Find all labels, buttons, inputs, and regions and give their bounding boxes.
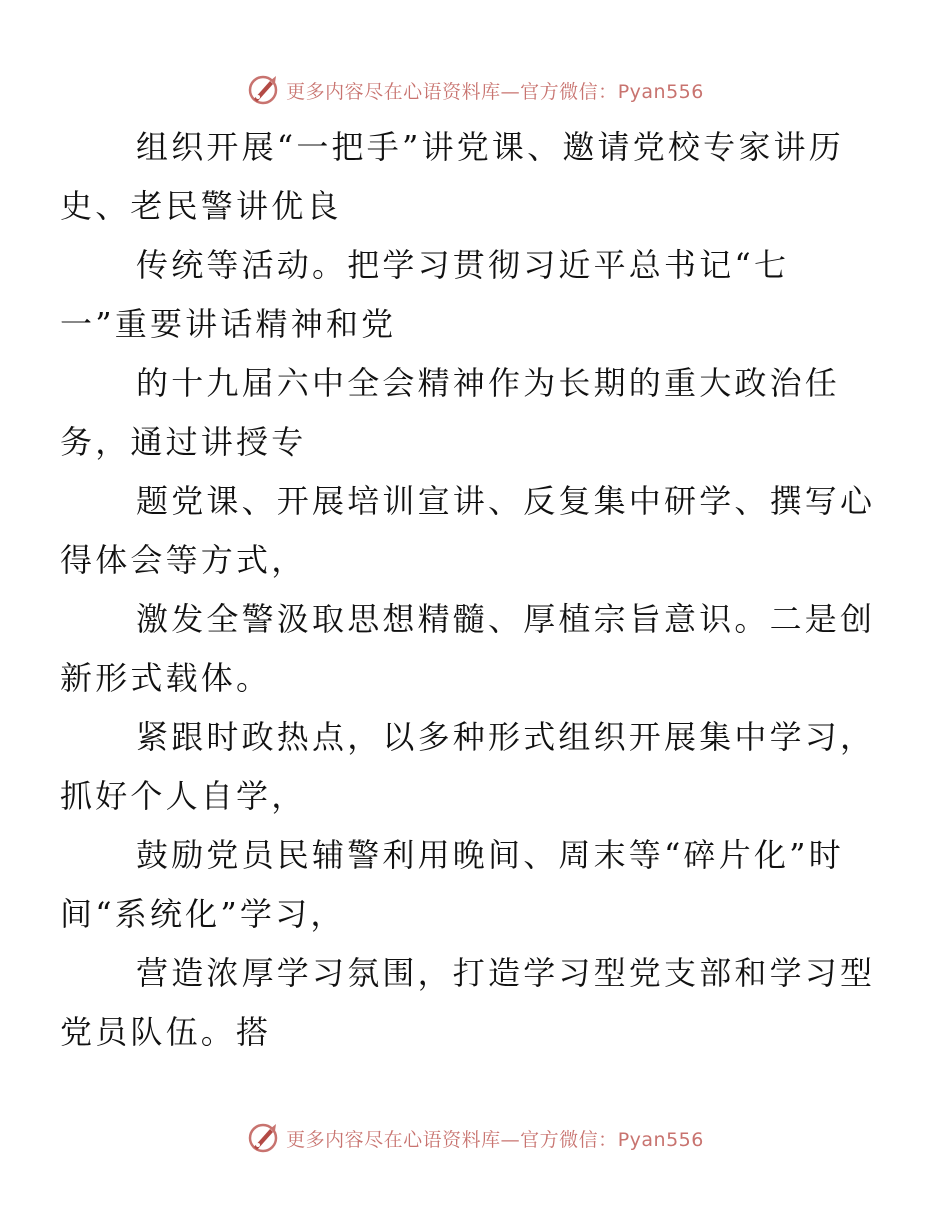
paragraph [60, 708, 876, 826]
paragraph-line: 新形式载体。 [60, 659, 272, 697]
paragraph [60, 826, 858, 944]
paragraph-line: 激发全警汲取思想精髓、厚植宗旨意识。二是创 [136, 600, 876, 638]
quill-pen-logo-icon [246, 1121, 280, 1155]
paragraph [60, 118, 858, 236]
header-watermark [0, 70, 950, 110]
paragraph-line: 传统等活动。把学习贯彻习近平总书记“七 [136, 246, 790, 284]
paragraph-line: 组织开展“一把手”讲党课、邀请党校专家讲历 [136, 128, 844, 166]
paragraph-line: 题党课、开展培训宣讲、反复集中研学、撰写心 [136, 482, 876, 520]
paragraph-line: 一”重要讲话精神和党 [60, 305, 397, 343]
watermark-dash: — [500, 1128, 521, 1151]
paragraph [60, 590, 876, 708]
paragraph-line: 得体会等方式， [60, 541, 307, 579]
watermark-wechat-id: Pyan556 [617, 1128, 704, 1151]
paragraph-line: 的十九届六中全会精神作为长期的重大政治任 [136, 364, 841, 402]
watermark-dash: — [500, 80, 521, 103]
paragraph-line: 鼓励党员民辅警利用晚间、周末等“碎片化”时 [136, 836, 844, 874]
watermark-text [286, 77, 704, 104]
watermark-wechat-id: Pyan556 [617, 80, 704, 103]
watermark-site-text: 更多内容尽在心语资料库 [286, 80, 501, 103]
paragraph-line: 间“系统化”学习， [60, 895, 346, 933]
paragraph [60, 944, 876, 1062]
document-body [60, 118, 876, 1062]
paragraph-line: 抓好个人自学， [60, 777, 307, 815]
watermark-wechat-label: 官方微信： [520, 1128, 618, 1151]
paragraph [60, 236, 858, 354]
watermark-site-text: 更多内容尽在心语资料库 [286, 1128, 501, 1151]
quill-pen-logo-icon [246, 73, 280, 107]
footer-watermark [0, 1118, 950, 1158]
paragraph [60, 472, 876, 590]
paragraph-line: 务，通过讲授专 [60, 423, 307, 461]
paragraph-line: 党员队伍。搭 [60, 1013, 272, 1051]
watermark-text [286, 1125, 704, 1152]
paragraph-line: 史、老民警讲优良 [60, 187, 342, 225]
paragraph-line: 营造浓厚学习氛围，打造学习型党支部和学习型 [136, 954, 876, 992]
watermark-wechat-label: 官方微信： [520, 80, 618, 103]
paragraph-line: 紧跟时政热点，以多种形式组织开展集中学习， [136, 718, 876, 756]
paragraph [60, 354, 858, 472]
